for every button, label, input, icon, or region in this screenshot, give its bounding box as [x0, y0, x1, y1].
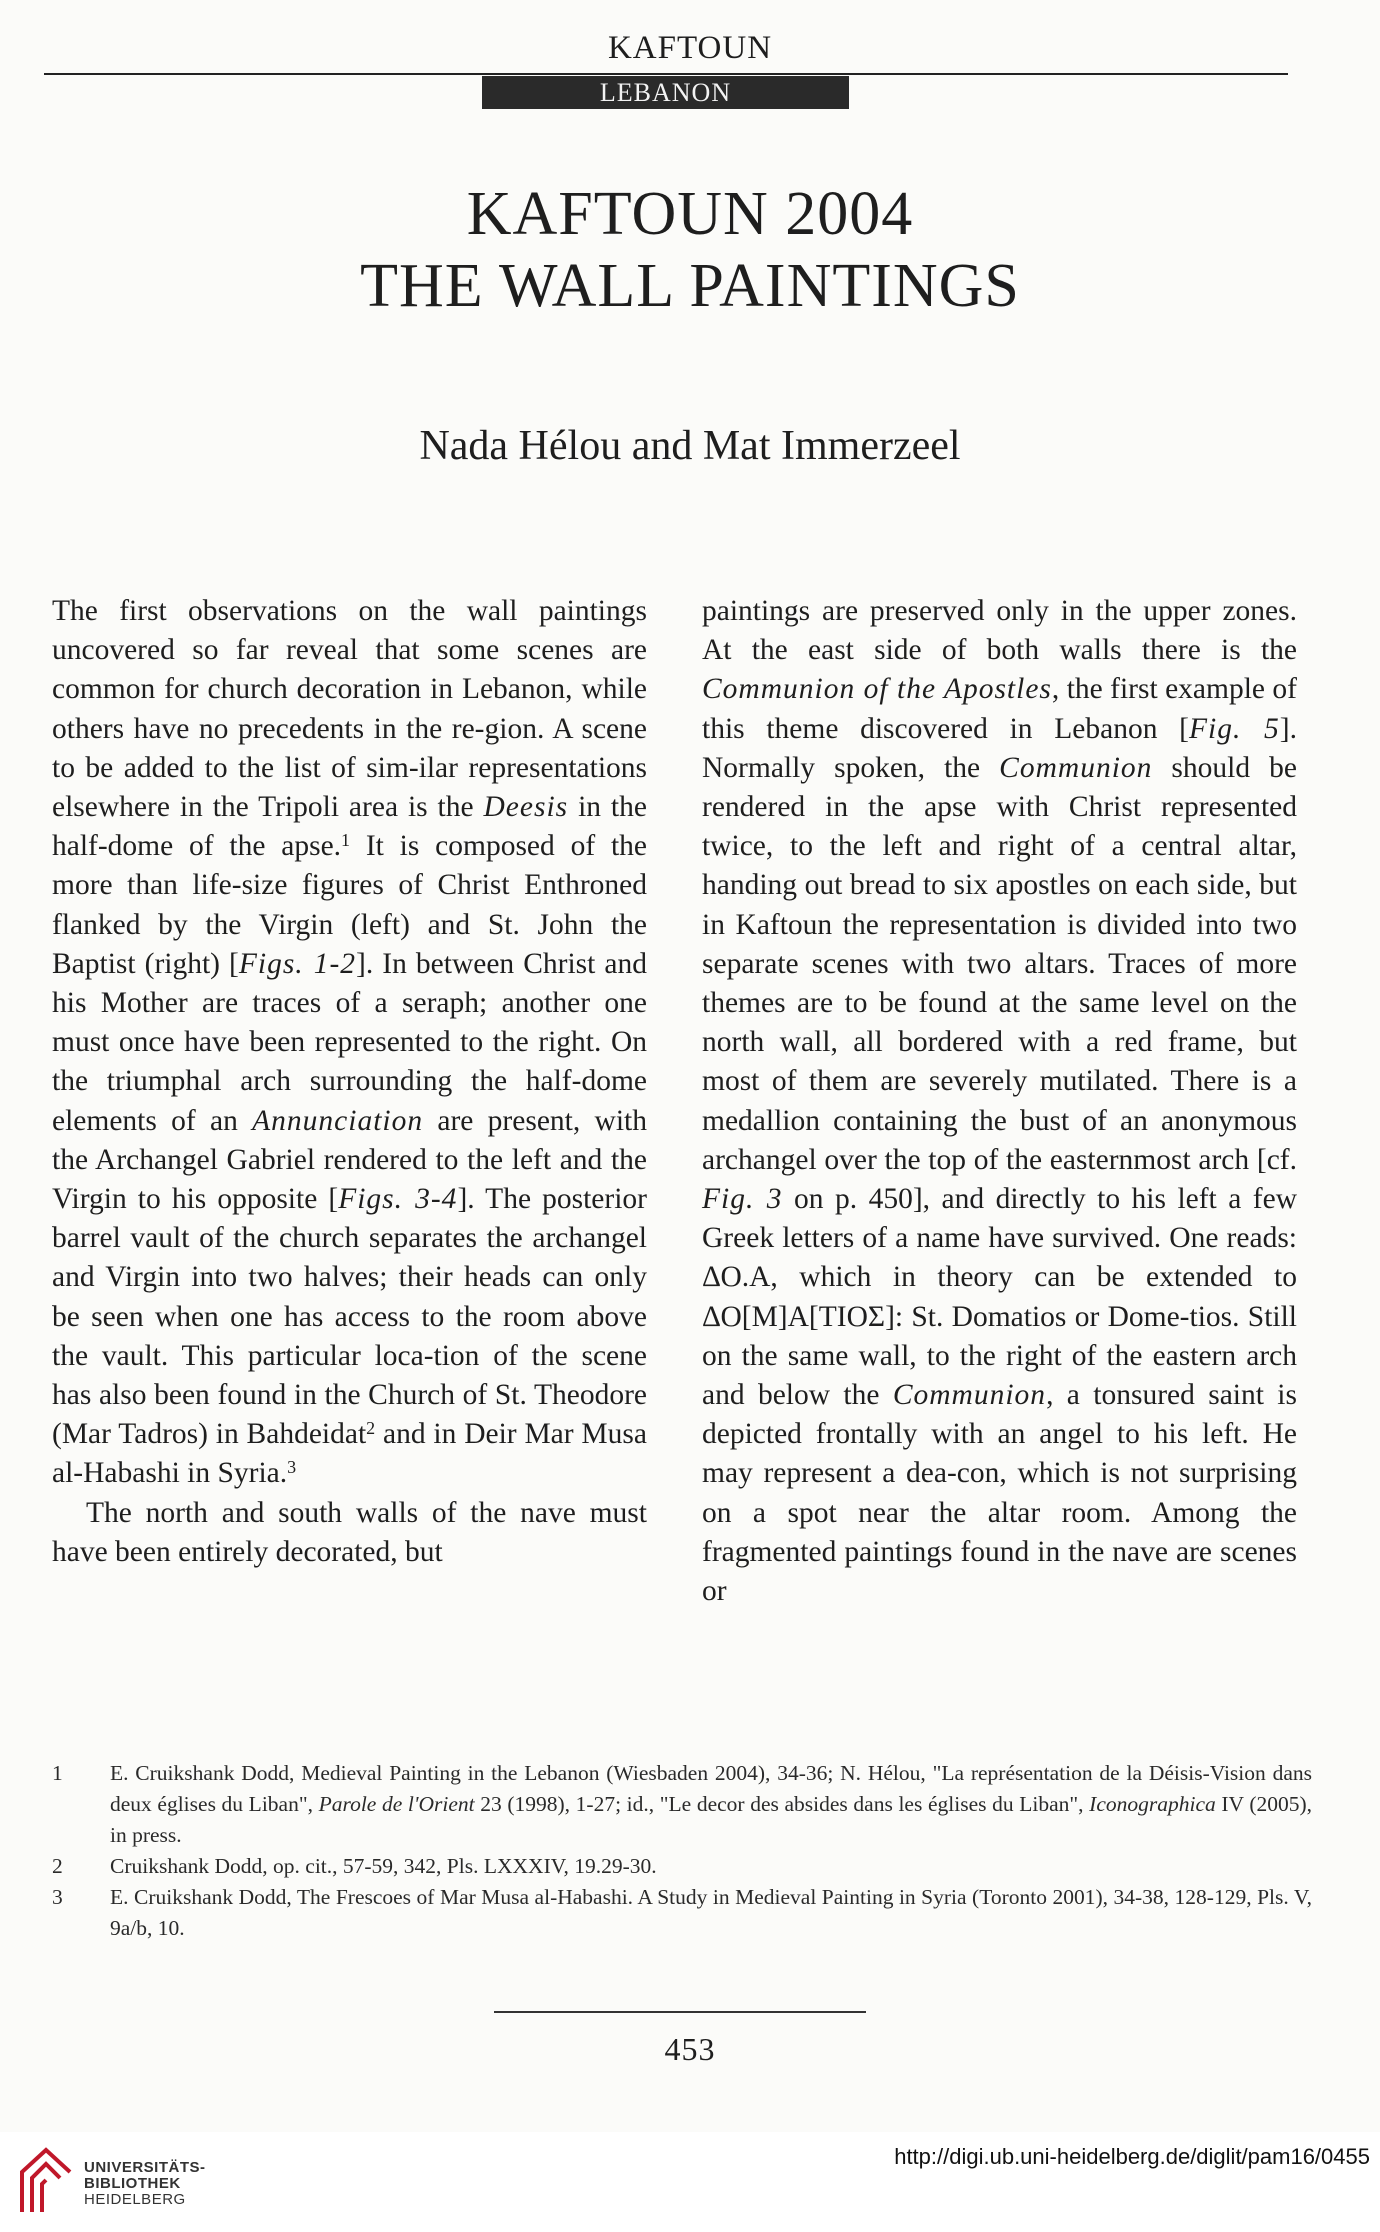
body-column-right: [702, 592, 1297, 1611]
paragraph-1: The first observations on the wall paintings uncovered so far reveal that some scenes are common for church decoration in Lebanon, while others have no precedents in the re-gion. A scene to be added to the list of sim-ilar representations elsewhere in the Tripoli area is the Deesis in the half-dome of the apse.$^1$ It is composed of the more than life-size figures of Christ Enthroned flanked by the Virgin (left) and St. John the Baptist (right) [Figs. 1-2]. In between Christ and his Mother are traces of a seraph; another one must once have been represented to the right. On the triumphal arch surrounding the half-dome elements of an Annunciation are present, with the Archangel Gabriel rendered to the left and the Virgin to his opposite [Figs. 3-4]. The posterior barrel vault of the church separates the archangel and Virgin into two halves; their heads can only be seen when one has access to the room above the vault. This particular loca-tion of the scene has also been found in the Church of St. Theodore (Mar Tadros) in Bahdeidat$^2$ and in Deir Mar Musa al-Habashi in Syria.$^3$: [52, 595, 647, 1490]
footnote-text: E. Cruikshank Dodd, Medieval Painting in the Lebanon (Wiesbaden 2004), 34-36; N. Hélou, "La représentation de la Déisis-Vision dans deux églises du Liban", Parole de l'Orient 23 (1998), 1-27; id., "Le decor des absides dans les églises du Liban", Iconographica IV (2005), in press.: [110, 1761, 1313, 1847]
paragraph-3: paintings are preserved only in the upper zones. At the east side of both walls there is the Communion of the Apostles, the first example of this theme discovered in Lebanon [Fig. 5]. Normally spoken, the Communion should be rendered in the apse with Christ represented twice, to the left and right of a central altar, handing out bread to six apostles on each side, but in Kaftoun the representation is divided into two separate scenes with two altars. Traces of more themes are to be found at the same level on the north wall, all bordered with a red frame, but most of them are severely mutilated. There is a medallion containing the bust of an anonymous archangel over the top of the easternmost arch [cf. Fig. 3 on p. 450], and directly to his left a few Greek letters of a name have survived. One reads: ΔΟ.Α, which in theory can be extended to ΔΟ[Μ]Α[ΤΙΟΣ]: St. Domatios or Dome-tios. Still on the same wall, to the right of the eastern arch and below the Communion, a tonsured saint is depicted frontally with an angel to his left. He may represent a dea-con, which is not surprising on a spot near the altar room. Among the fragmented paintings found in the nave are scenes or: [702, 595, 1297, 1608]
footnote-1: [52, 1758, 1312, 1851]
footnote-text: E. Cruikshank Dodd, The Frescoes of Mar Musa al-Habashi. A Study in Medieval Painting in Syria (Toronto 2001), 34-38, 128-129, Pls. V, 9a/b, 10.: [110, 1885, 1312, 1940]
footnote-2: [52, 1851, 1312, 1882]
title-line-1: KAFTOUN 2004: [466, 180, 914, 248]
source-url[interactable]: http://digi.ub.uni-heidelberg.de/diglit/pam16/0455: [894, 2144, 1370, 2169]
header-rule: [44, 73, 1288, 75]
article-title: [0, 178, 1380, 322]
running-head: KAFTOUN: [607, 30, 773, 66]
footnotes: [52, 1758, 1312, 1944]
footnote-ref-2[interactable]: 2: [366, 1418, 376, 1439]
footnote-3: [52, 1882, 1312, 1944]
footnote-ref-1[interactable]: 1: [341, 830, 351, 851]
footnote-ref-3[interactable]: 3: [287, 1457, 297, 1478]
footnote-number: 3: [52, 1885, 63, 1909]
ub-heidelberg-logo-icon: [16, 2142, 76, 2216]
library-name: UNIVERSITÄTS- BIBLIOTHEK HEIDELBERG: [84, 2159, 206, 2208]
footnote-number: 1: [52, 1761, 63, 1785]
footnote-number: 2: [52, 1854, 63, 1878]
paragraph-2: The north and south walls of the nave must have been entirely decorated, but: [52, 1496, 647, 1568]
article-authors: Nada Hélou and Mat Immerzeel: [419, 423, 961, 469]
footer-rule: [494, 2011, 866, 2013]
title-line-2: THE WALL PAINTINGS: [360, 252, 1020, 320]
page-number: 453: [664, 2031, 716, 2067]
footnote-text: Cruikshank Dodd, op. cit., 57-59, 342, Pls. LXXXIV, 19.29-30.: [110, 1854, 657, 1878]
country-label: LEBANON: [482, 76, 849, 109]
body-column-left: [52, 592, 647, 1572]
